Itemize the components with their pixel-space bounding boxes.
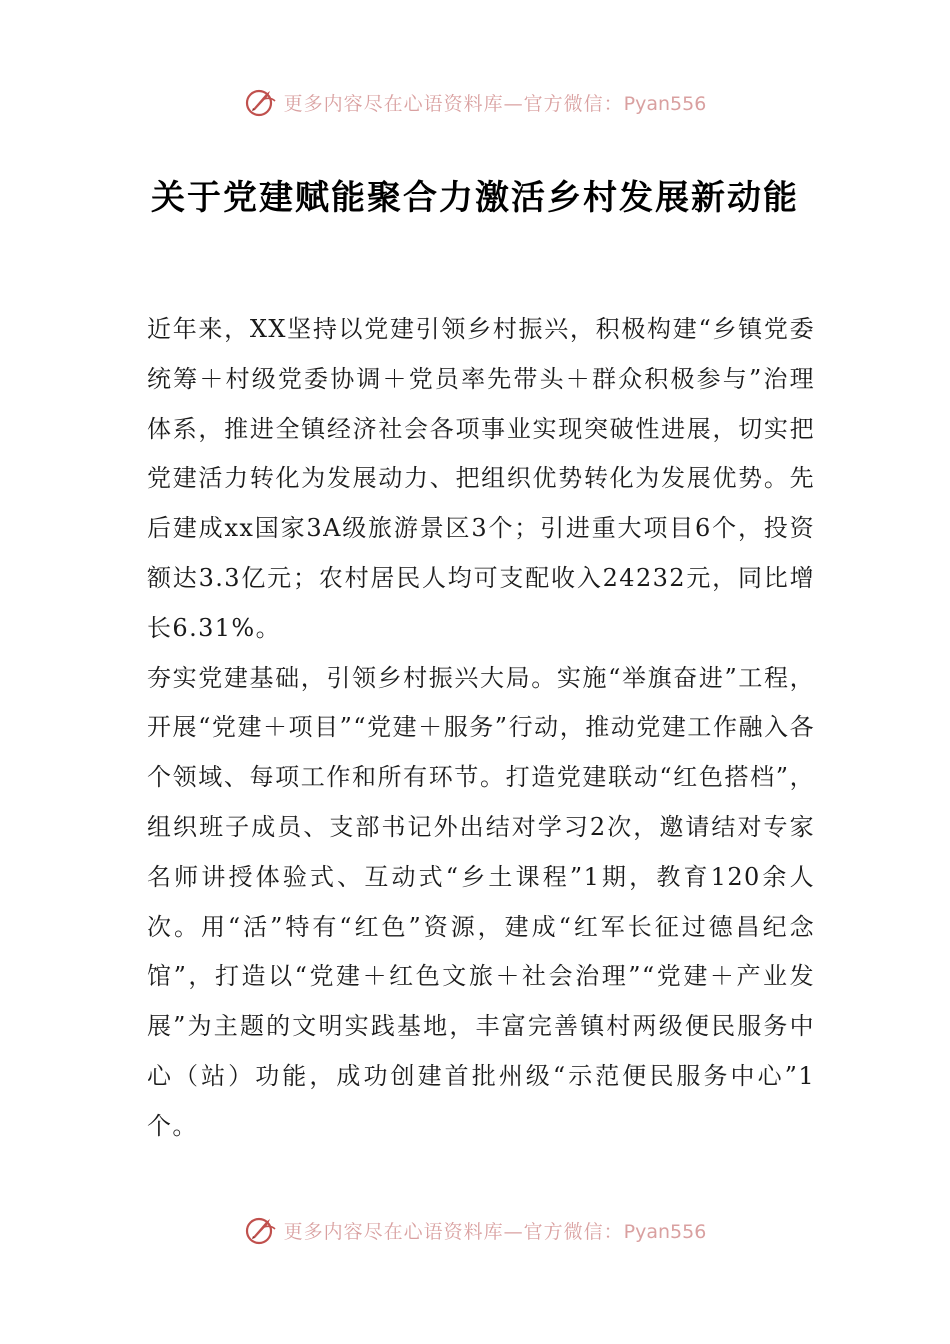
header-watermark [0,82,950,122]
pen-logo-icon [244,85,278,119]
paragraph-1: 近年来，XX坚持以党建引领乡村振兴，积极构建“乡镇党委统筹＋村级党委协调＋党员率先带头＋群众积极参与”治理体系，推进全镇经济社会各项事业实现突破性进展，切实把党建活力转化为发展动力、把组织优势转化为发展优势。先后建成xx国家3A级旅游景区3个；引进重大项目6个，投资额达3.3亿元；农村居民人均可支配收入24232元，同比增长6.31%。 [147,315,815,642]
pen-logo-icon [244,1213,278,1247]
paragraph-2: 夯实党建基础，引领乡村振兴大局。实施“举旗奋进”工程，开展“党建＋项目”“党建＋服务”行动，推动党建工作融入各个领域、每项工作和所有环节。打造党建联动“红色搭档”，组织班子成员、支部书记外出结对学习2次，邀请结对专家名师讲授体验式、互动式“乡土课程”1期，教育120余人次。用“活”特有“红色”资源，建成“红军长征过德昌纪念馆”，打造以“党建＋红色文旅＋社会治理”“党建＋产业发展”为主题的文明实践基地，丰富完善镇村两级便民服务中心（站）功能，成功创建首批州级“示范便民服务中心”1个。 [147,663,815,1140]
watermark-text: 更多内容尽在心语资料库—官方微信：Pyan556 [283,1220,707,1243]
document-body [147,305,815,1152]
watermark-text: 更多内容尽在心语资料库—官方微信：Pyan556 [283,92,707,115]
watermark-wechat-id: Pyan556 [623,1220,707,1243]
watermark-wechat-id: Pyan556 [623,92,707,115]
document-title: 关于党建赋能聚合力激活乡村发展新动能 [151,178,799,218]
footer-watermark [0,1210,950,1250]
